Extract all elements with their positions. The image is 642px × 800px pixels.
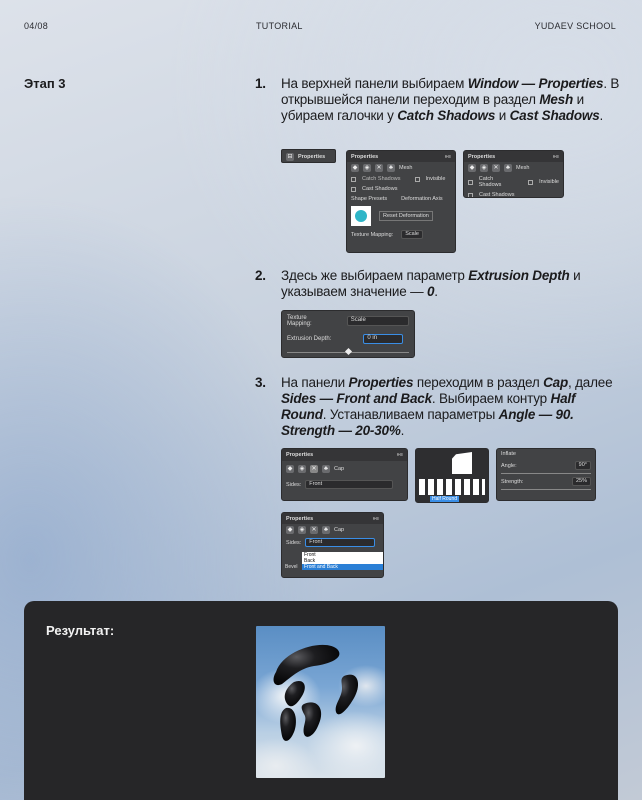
contour-picker — [415, 448, 489, 503]
texture-mapping-select[interactable]: Scale — [347, 316, 409, 326]
extrusion-depth-input[interactable]: 0 in — [363, 334, 403, 344]
collapse-icon: »≡ — [396, 452, 403, 458]
catch-shadows-checkbox[interactable] — [468, 180, 473, 185]
mesh-icon: ◆ — [469, 165, 475, 171]
properties-panel-sides-dropdown: Properties »≡ ◆ ◈ ✕ ♣ Cap Sides: Front Front Back Front and Back Bevel — [281, 512, 384, 578]
section-label: TUTORIAL — [256, 21, 303, 31]
cap-icon[interactable]: ✕ — [311, 466, 317, 472]
step-number: 3. — [255, 375, 266, 390]
step-number: 1. — [255, 76, 266, 91]
mesh-icon[interactable]: ◆ — [352, 165, 358, 171]
option-back[interactable]: Back — [304, 558, 316, 564]
half-round-preset[interactable]: Half Round — [432, 496, 458, 502]
depth-slider-handle[interactable] — [345, 348, 352, 355]
contour-curve-preview — [452, 452, 472, 474]
properties-panel-mesh-unchecked: Properties »≡ ◆ ◈ ✕ ♣ Mesh Catch Shadows Invisible Cast Shadows — [463, 150, 564, 198]
reset-deformation-button[interactable]: Reset Deformation — [379, 211, 433, 221]
inflated-shapes-illustration — [256, 626, 385, 778]
result-label: Результат: — [46, 623, 115, 638]
deform-icon: ◈ — [481, 165, 487, 171]
properties-icon: ⊟ — [287, 154, 293, 160]
extrusion-depth-panel: Texture Mapping: Scale Extrusion Depth: 0 in — [281, 310, 415, 358]
page-number: 04/08 — [24, 21, 49, 31]
collapse-icon: »≡ — [552, 153, 559, 160]
step-text: На панели Properties переходим в раздел Cap, далее Sides — Front and Back. Выбираем контур Half Round. Устанавливаем параметры Angle — 90. Strength — 20-30%. — [281, 375, 613, 438]
step-2 — [255, 268, 620, 300]
collapse-icon: »≡ — [444, 153, 451, 160]
option-front[interactable]: Front — [304, 552, 316, 558]
step-text: Здесь же выбираем параметр Extrusion Depth и указываем значение — 0. — [281, 268, 581, 299]
collapse-icon: »≡ — [372, 515, 379, 522]
contour-presets — [419, 479, 485, 495]
sides-dropdown-list — [302, 552, 384, 570]
step-text: На верхней панели выбираем Window — Properties. В открывшейся панели переходим в раздел Mesh и убираем галочки у Catch Shadows и Cast Shadows. — [281, 76, 620, 123]
step-1 — [255, 76, 620, 124]
inflate-panel: Inflate Angle: 90° Strength: 25% — [496, 448, 596, 501]
shape-preset-swatch[interactable] — [351, 206, 371, 226]
brand-label: YUDAEV SCHOOL — [534, 21, 616, 31]
cap-icon: ✕ — [376, 165, 382, 171]
step-3 — [255, 375, 620, 439]
properties-panel-cap: Properties »≡ ◆ ◈ ✕ ♣ Cap Sides: Front — [281, 448, 408, 501]
properties-panel-mesh: Properties »≡ ◆ ◈ ✕ ♣ Mesh Catch Shadows Invisible Cast Shadows Shape Presets Deformation Axis Reset Deformation Texture Mapping: Scale — [346, 150, 456, 253]
coords-icon: ♣ — [387, 164, 395, 172]
bevel-label: Bevel — [285, 564, 298, 570]
coords-icon: ♣ — [504, 164, 512, 172]
stage-title: Этап 3 — [24, 76, 66, 91]
strength-input[interactable]: 25% — [572, 477, 591, 486]
deform-icon: ◈ — [364, 165, 370, 171]
step-number: 2. — [255, 268, 266, 283]
sides-select[interactable]: Front — [305, 480, 393, 489]
result-image — [256, 626, 385, 778]
properties-menu-item[interactable]: ⊟ Properties — [281, 149, 336, 163]
angle-input[interactable]: 90° — [575, 461, 591, 470]
cast-shadows-checkbox[interactable] — [468, 193, 473, 198]
option-front-and-back[interactable]: Front and Back — [302, 564, 384, 570]
result-block — [24, 601, 618, 800]
cap-icon: ✕ — [493, 165, 499, 171]
